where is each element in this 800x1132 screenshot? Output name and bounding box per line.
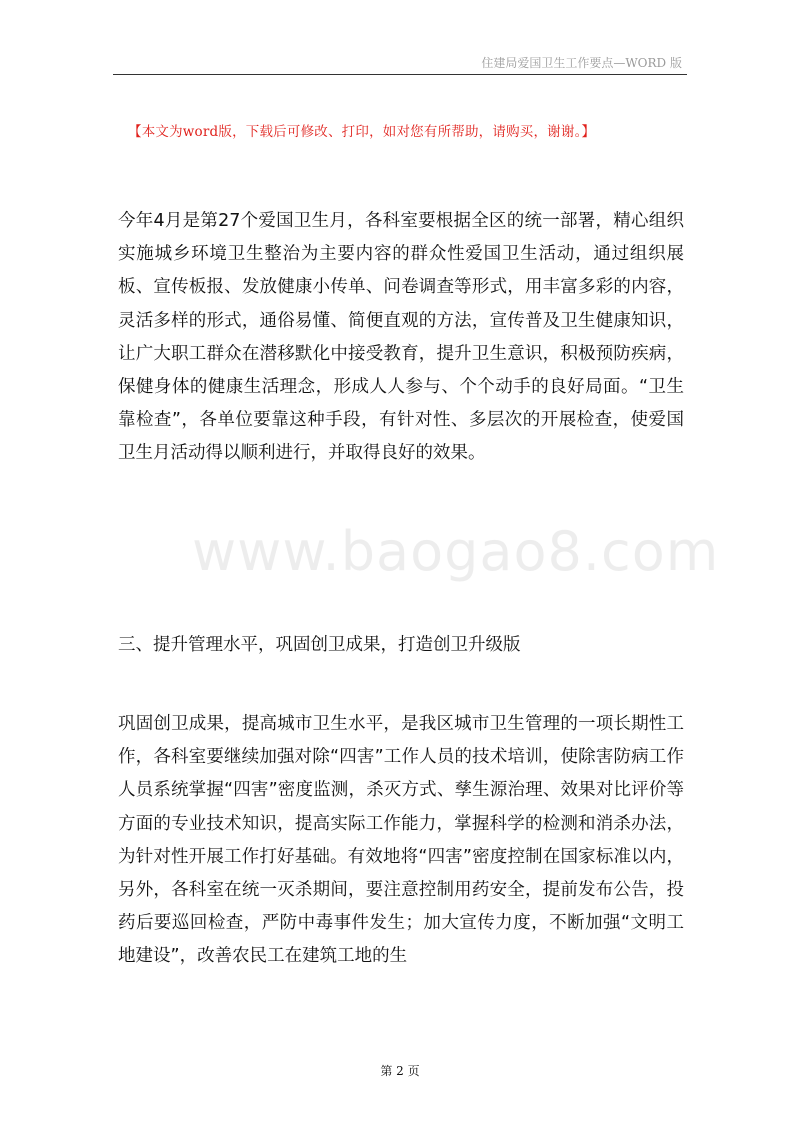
- page-number: 第 2 页: [380, 1064, 420, 1078]
- download-notice: 【本文为word版，下载后可修改、打印，如对您有所帮助，请购买，谢谢。】: [128, 124, 596, 140]
- body-paragraph-1: 今年4月是第27个爱国卫生月，各科室要根据全区的统一部署，精心组织实施城乡环境卫生整治为主要内容的群众性爱国卫生活动，通过组织展板、宣传板报、发放健康小传单、问卷调查等形式，用丰富多彩的内容，灵活多样的形式，通俗易懂、简便直观的方法，宣传普及卫生健康知识，让广大职工群众在潜移默化中接受教育，提升卫生意识，积极预防疾病，保健身体的健康生活理念，形成人人参与、个个动手的良好局面。“卫生靠检查”，各单位要靠这种手段，有针对性、多层次的开展检查，使爱国卫生月活动得以顺利进行，并取得良好的效果。: [118, 211, 684, 464]
- section-heading: 三、提升管理水平，巩固创卫成果，打造创卫升级版: [118, 635, 521, 655]
- header-title: 住建局爱国卫生工作要点—WORD 版: [481, 56, 682, 70]
- watermark: www.baogao8.com: [192, 520, 720, 583]
- body-paragraph-2: 巩固创卫成果，提高城市卫生水平，是我区城市卫生管理的一项长期性工作，各科室要继续加强对除“四害”工作人员的技术培训，使除害防病工作人员系统掌握“四害”密度监测，杀灭方式、孳生源治理、效果对比评价等方面的专业技术知识，提高实际工作能力，掌握科学的检测和消杀办法，为针对性开展工作打好基础。有效地将“四害”密度控制在国家标准以内，另外，各科室在统一灭杀期间，要注意控制用药安全，提前发布公告，投药后要巡回检查，严防中毒事件发生；加大宣传力度，不断加强“文明工地建设”，改善农民工在建筑工地的生: [118, 714, 684, 967]
- header-divider: [113, 74, 687, 75]
